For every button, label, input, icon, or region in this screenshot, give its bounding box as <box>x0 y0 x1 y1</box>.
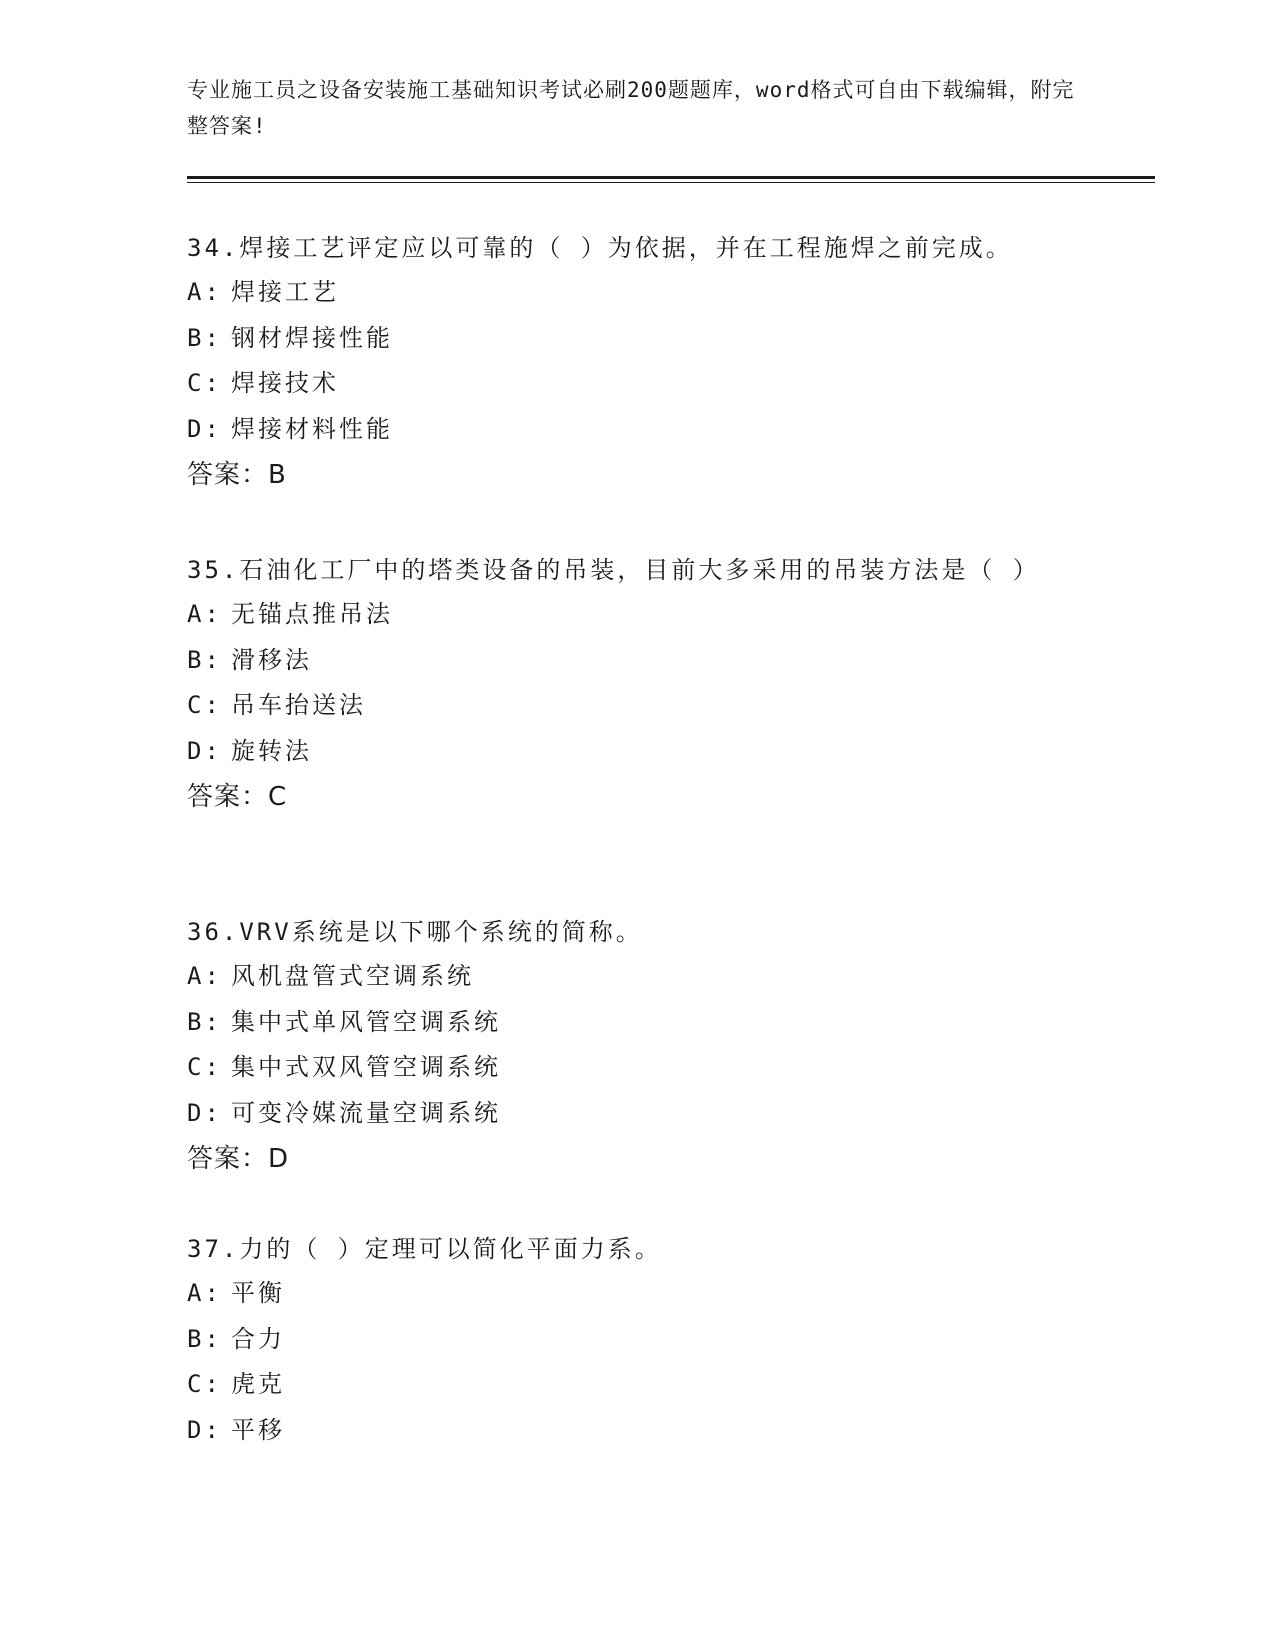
option-text: 可变冷媒流量空调系统 <box>231 1098 501 1127</box>
question-34 <box>187 226 1067 498</box>
option-text: 虎克 <box>231 1370 285 1398</box>
option-text: 钢材焊接性能 <box>231 323 393 352</box>
option-letter: D: <box>187 1098 222 1127</box>
option-letter: B: <box>187 1324 222 1353</box>
option-b <box>187 638 1067 684</box>
question-36 <box>187 910 1067 1182</box>
option-text: 焊接材料性能 <box>231 414 393 443</box>
option-c <box>187 1045 1067 1091</box>
header-title: 专业施工员之设备安装施工基础知识考试必刷200题题库，word格式可自由下载编辑，附完整答案! <box>187 78 1075 138</box>
option-letter: D: <box>187 736 222 765</box>
option-text: 滑移法 <box>231 645 312 674</box>
option-text: 平衡 <box>231 1279 285 1307</box>
option-letter: B: <box>187 1007 222 1036</box>
question-37 <box>187 1227 1067 1453</box>
option-d <box>187 407 1067 453</box>
option-d <box>187 1091 1067 1137</box>
option-d <box>187 729 1067 775</box>
question-35 <box>187 548 1067 820</box>
option-letter: A: <box>187 1279 222 1307</box>
option-text: 集中式单风管空调系统 <box>231 1007 501 1036</box>
answer: 答案：B <box>187 460 287 490</box>
option-letter: C: <box>187 1370 222 1398</box>
option-text: 焊接工艺 <box>231 278 339 306</box>
option-letter: C: <box>187 369 222 397</box>
option-letter: B: <box>187 645 222 674</box>
option-d <box>187 1408 1067 1454</box>
option-b <box>187 316 1067 362</box>
option-text: 风机盘管式空调系统 <box>231 962 474 990</box>
header-divider-thick <box>187 176 1155 179</box>
option-a <box>187 592 1067 638</box>
option-text: 无锚点推吊法 <box>231 600 393 628</box>
option-c <box>187 683 1067 729</box>
option-b <box>187 1317 1067 1363</box>
option-letter: C: <box>187 1053 222 1081</box>
option-text: 平移 <box>231 1415 285 1444</box>
question-stem: 34.焊接工艺评定应以可靠的（ ）为依据，并在工程施焊之前完成。 <box>187 234 1013 262</box>
header-divider-thin <box>187 182 1155 183</box>
option-b <box>187 1000 1067 1046</box>
option-text: 集中式双风管空调系统 <box>231 1053 501 1081</box>
option-a <box>187 1271 1067 1317</box>
option-text: 吊车抬送法 <box>231 691 366 719</box>
answer: 答案：C <box>187 782 288 812</box>
option-c <box>187 1362 1067 1408</box>
document-header <box>187 72 1087 144</box>
option-letter: C: <box>187 691 222 719</box>
option-text: 合力 <box>231 1324 285 1353</box>
option-letter: B: <box>187 323 222 352</box>
option-a <box>187 954 1067 1000</box>
option-letter: D: <box>187 1415 222 1444</box>
option-letter: A: <box>187 278 222 306</box>
question-stem: 37.力的（ ）定理可以简化平面力系。 <box>187 1235 662 1263</box>
option-c <box>187 361 1067 407</box>
question-stem: 35.石油化工厂中的塔类设备的吊装，目前大多采用的吊装方法是（ ） <box>187 556 1040 584</box>
option-text: 旋转法 <box>231 736 312 765</box>
option-a <box>187 270 1067 316</box>
option-letter: A: <box>187 962 222 990</box>
question-stem: 36.VRV系统是以下哪个系统的简称。 <box>187 918 643 946</box>
option-letter: D: <box>187 414 222 443</box>
option-letter: A: <box>187 600 222 628</box>
option-text: 焊接技术 <box>231 369 339 397</box>
answer: 答案：D <box>187 1144 290 1174</box>
